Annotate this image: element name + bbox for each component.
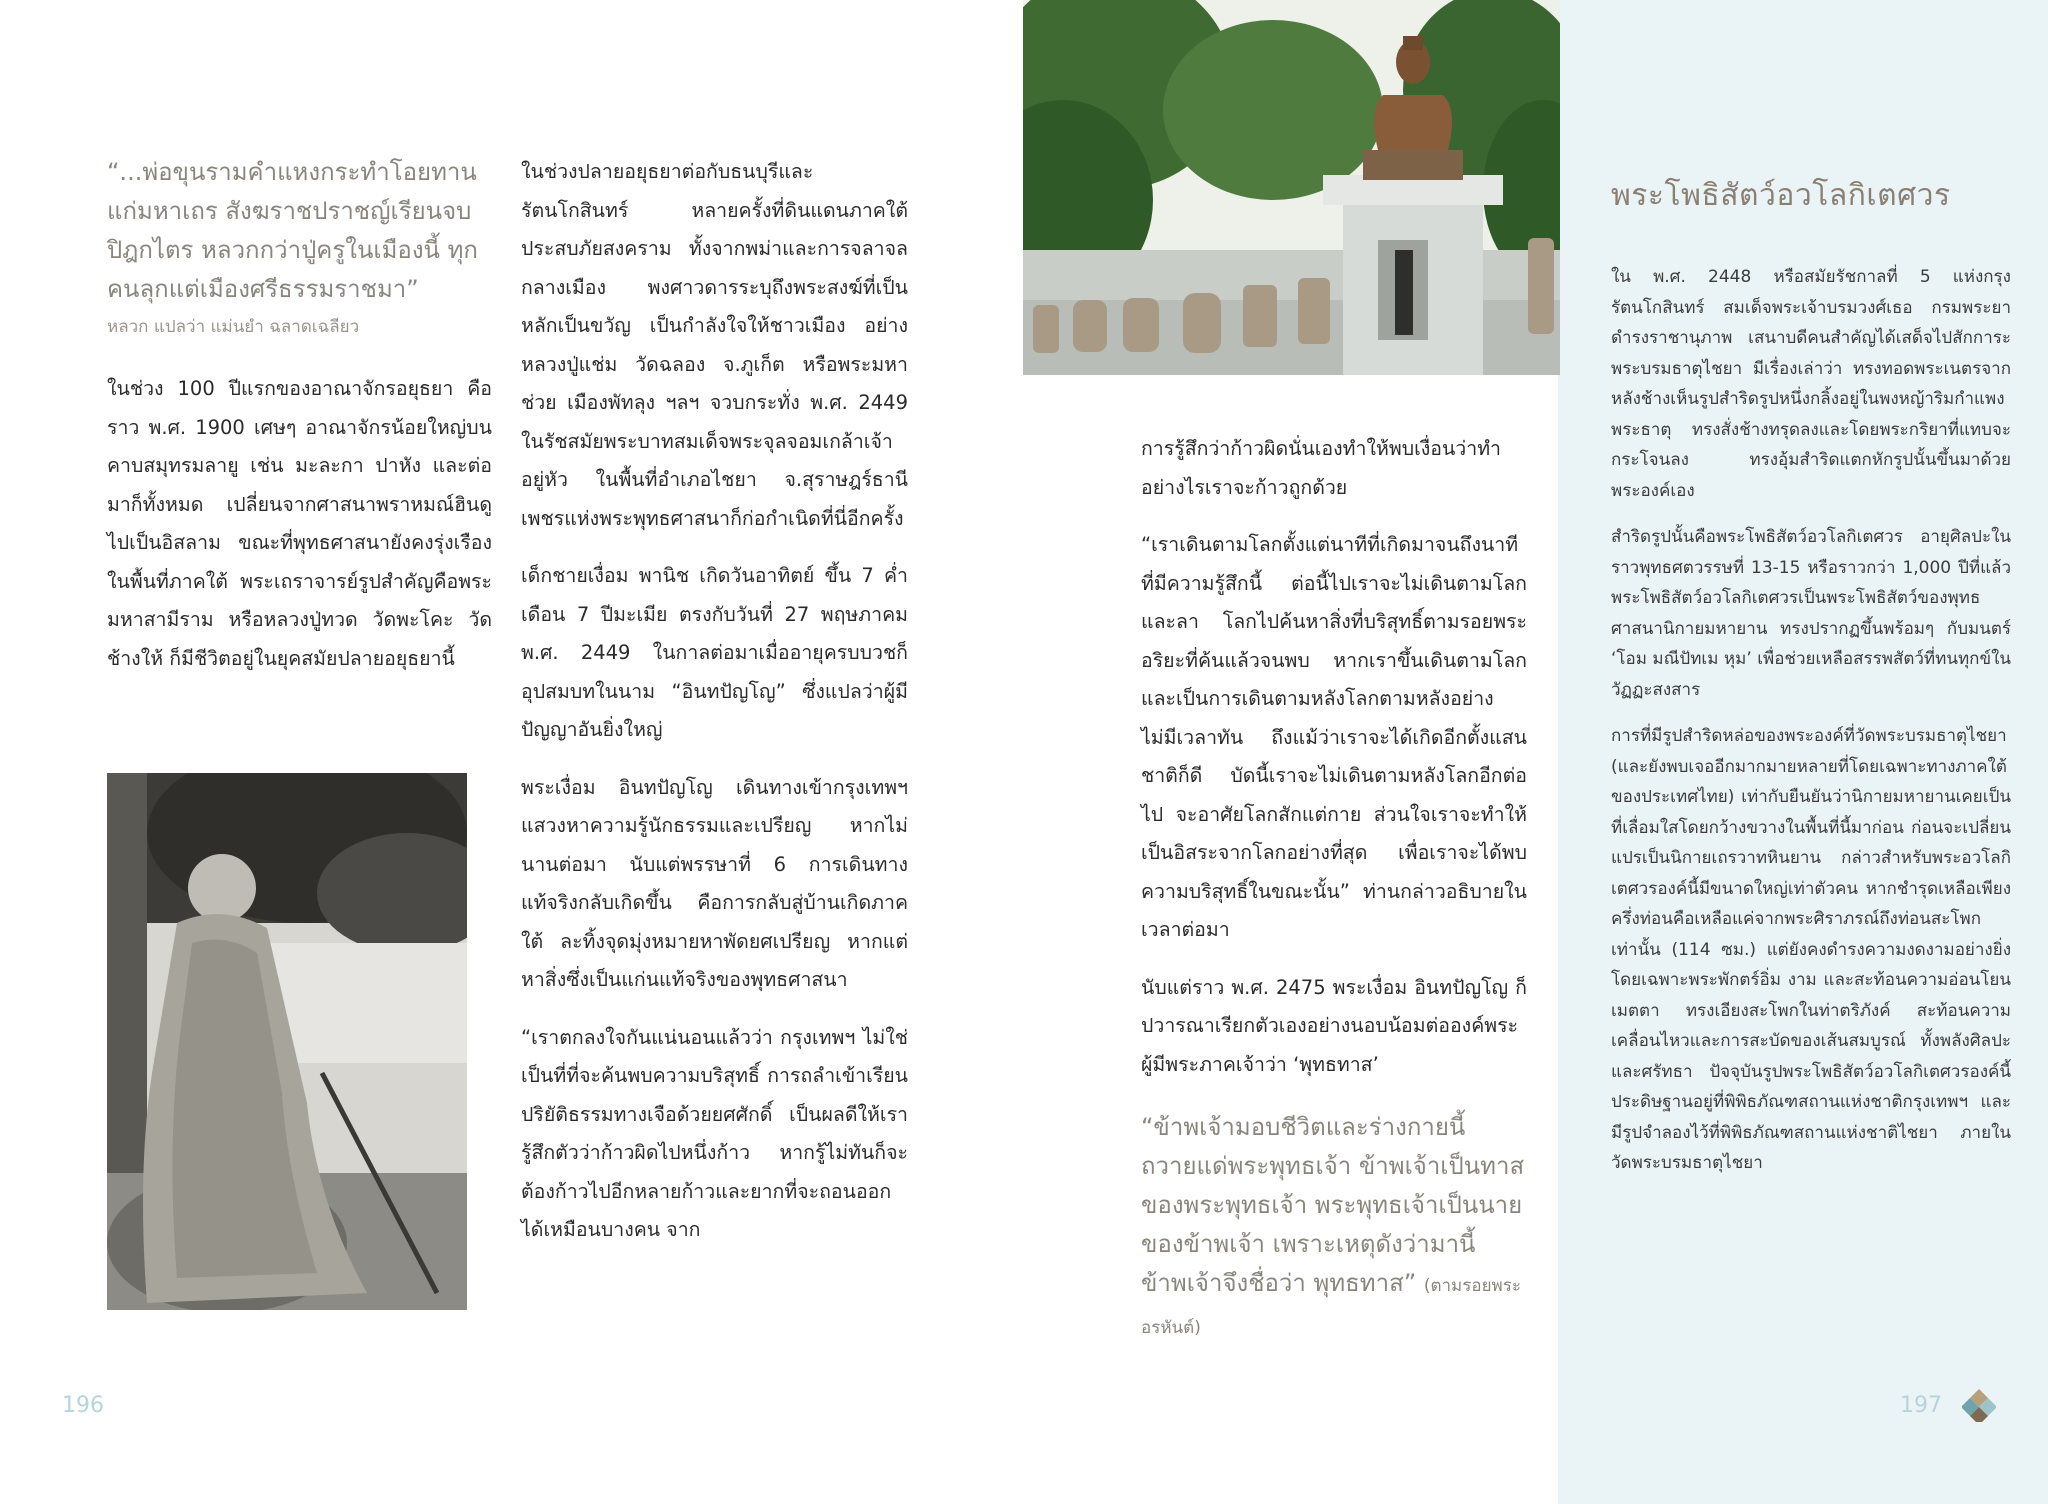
closing-quote	[1141, 1108, 1527, 1348]
quote-credit: หลวก แปลว่า แม่นยำ ฉลาดเฉลียว	[107, 317, 360, 337]
opening-quote: “...พ่อขุนรามคำแหงกระทำโอยทานแก่มหาเถร สังฆราชปราชญ์เรียนจบปิฎกไตร หลวกกว่าปู่ครูในเมืองนี้ ทุกคนลุกแต่เมืองศรีธรรมราชมา”	[107, 158, 478, 303]
column-2-paragraph-3: พระเงื่อม อินทปัญโญ เดินทางเข้ากรุงเทพฯ แสวงหาความรู้นักธรรมและเปรียญ หากไม่นานต่อมา นับแต่พรรษาที่ 6 การเดินทางแท้จริงกลับเกิดขึ้น คือการกลับสู่บ้านเกิดภาคใต้ ละทิ้งจุดมุ่งหมายหาพัดยศเปรียญ หากแต่หาสิ่งซึ่งเป็นแก่นแท้จริงของพุทธศาสนา	[521, 775, 908, 991]
sidebar-paragraph-1: ใน พ.ศ. 2448 หรือสมัยรัชกาลที่ 5 แห่งกรุงรัตนโกสินทร์ สมเด็จพระเจ้าบรมวงศ์เธอ กรมพระยาดำรงราชานุภาพ เสนาบดีคนสำคัญได้เสด็จไปสักการะพระบรมธาตุไชยา มีเรื่องเล่าว่า ทรงทอดพระเนตรจากหลังช้างเห็นรูปสำริดรูปหนึ่งกลิ้งอยู่ในพงหญ้าริมกำแพงพระธาตุ ทรงสั่งช้างทรุดลงและโดยพระกริยาที่แทบจะกระโจนลง ทรงอุ้มสำริดแตกหักรูปนั้นขึ้นมาด้วยพระองค์เอง	[1611, 267, 2011, 501]
column-3-paragraph-2: “เราเดินตามโลกตั้งแต่นาทีที่เกิดมาจนถึงนาทีที่มีความรู้สึกนี้ ต่อนี้ไปเราจะไม่เดินตามโลกและลา โลกไปค้นหาสิ่งที่บริสุทธิ์ตามรอยพระอริยะที่ค้นแล้วจนพบ หากเราขึ้นเดินตามโลกและเป็นการเดินตามหลังโลกตามหลังอย่างไม่มีเวลาทัน ถึงแม้ว่าเราจะได้เกิดอีกตั้งแสนชาติก็ดี บัดนี้เราจะไม่เดินตามหลังโลกอีกต่อไป จะอาศัยโลกสักแต่กาย ส่วนใจเราจะทำให้เป็นอิสระจากโลกอย่างที่สุด เพื่อเราจะได้พบความบริสุทธิ์ในขณะนั้น” ท่านกล่าวอธิบายในเวลาต่อมา	[1141, 533, 1527, 941]
sidebar-paragraph-2: สำริดรูปนั้นคือพระโพธิสัตว์อวโลกิเตศวร อายุศิลปะในราวพุทธศตวรรษที่ 13-15 หรือราวกว่า 1,000 ปีที่แล้ว พระโพธิสัตว์อวโลกิเตศวรเป็นพระโพธิสัตว์ของพุทธศาสนานิกายมหายาน ทรงปรากฏขึ้นพร้อมๆ กับมนตร์ ‘โอม มณีปัทเม หุม’ เพื่อช่วยเหลือสรรพสัตว์ที่ทนทุกข์ในวัฏฏะสงสาร	[1611, 527, 2011, 700]
statue-photo	[1023, 0, 1560, 375]
right-column-3	[1141, 430, 1527, 1348]
page-number-left: 196	[62, 1393, 104, 1418]
sidebar-title: พระโพธิสัตว์อวโลกิเตศวร	[1611, 178, 1951, 213]
sidebar-content	[1611, 172, 2011, 1179]
sidebar-paragraph-3: การที่มีรูปสำริดหล่อของพระองค์ที่วัดพระบรมธาตุไชยา (และยังพบเจออีกมากมายหลายที่โดยเฉพาะทางภาคใต้ของประเทศไทย) เท่ากับยืนยันว่านิกายมหายานเคยเป็นที่เลื่อมใสโดยกว้างขวางในพื้นที่นี้มาก่อน ก่อนจะเปลี่ยนแปรเป็นนิกายเถรวาทหินยาน กล่าวสำหรับพระอวโลกิเตศวรองค์นี้มีขนาดใหญ่เท่าตัวคน หากชำรุดเหลือเพียงครึ่งท่อนคือเหลือแค่จากพระศิราภรณ์ถึงท่อนสะโพกเท่านั้น (114 ซม.) แต่ยังคงดำรงความงดงามอย่างยิ่ง โดยเฉพาะพระพักตร์อิ่ม งาม และสะท้อนความอ่อนโยน เมตตา ทรงเอียงสะโพกในท่าตริภังค์ สะท้อนความเคลื่อนไหวและการสะบัดของเส้นสมบูรณ์ ทั้งพลังศิลปะและศรัทธา ปัจจุบันรูปพระโพธิสัตว์อวโลกิเตศวรองค์นี้ ประดิษฐานอยู่ที่พิพิธภัณฑสถานแห่งชาติกรุงเทพฯ และมีรูปจำลองไว้ที่พิพิธภัณฑสถานแห่งชาติไชยา ภายในวัดพระบรมธาตุไชยา	[1611, 726, 2011, 1173]
column-2-paragraph-4: “เราตกลงใจกันแน่นอนแล้วว่า กรุงเทพฯ ไม่ใช่เป็นที่ที่จะค้นพบความบริสุทธิ์ การถลำเข้าเรียน ปริยัติธรรมทางเจือด้วยยศศักดิ์ เป็นผลดีให้เรารู้สึกตัวว่าก้าวผิดไปหนึ่งก้าว หากรู้ไม่ทันก็จะต้องก้าวไปอีกหลายก้าวและยากที่จะถอนออกได้เหมือนบางคน จาก	[521, 1025, 908, 1241]
column-3-paragraph-1: การรู้สึกว่าก้าวผิดนั่นเองทำให้พบเงื่อนว่าทำอย่างไรเราจะก้าวถูกด้วย	[1141, 437, 1502, 499]
left-column-1	[107, 153, 492, 678]
column-2-paragraph-2: เด็กชายเงื่อม พานิช เกิดวันอาทิตย์ ขึ้น 7 ค่ำ เดือน 7 ปีมะเมีย ตรงกับวันที่ 27 พฤษภาคม พ.ศ. 2449 ในกาลต่อมาเมื่ออายุครบบวชก็อุปสมบทในนาม “อินทปัญโญ” ซึ่งแปลว่าผู้มีปัญญาอันยิ่งใหญ่	[521, 564, 908, 741]
monk-photo	[107, 773, 467, 1310]
column-1-paragraph: ในช่วง 100 ปีแรกของอาณาจักรอยุธยา คือราว พ.ศ. 1900 เศษๆ อาณาจักรน้อยใหญ่บนคาบสมุทรมลายู เช่น มะละกา ปาหัง และต่อมาก็ทั้งหมด เปลี่ยนจากศาสนาพราหมณ์ฮินดูไปเป็นอิสลาม ขณะที่พุทธศาสนายังคงรุ่งเรืองในพื้นที่ภาคใต้ พระเถราจารย์รูปสำคัญคือพระมหาสามีราม หรือหลวงปู่ทวด วัดพะโคะ วัดช้างให้ ก็มีชีวิตอยู่ในยุคสมัยปลายอยุธยานี้	[107, 377, 492, 670]
column-2-paragraph-1: ในช่วงปลายอยุธยาต่อกับธนบุรีและรัตนโกสินทร์ หลายครั้งที่ดินแดนภาคใต้ประสบภัยสงคราม ทั้งจากพม่าและการจลาจลกลางเมือง พงศาวดารระบุถึงพระสงฆ์ที่เป็นหลักเป็นขวัญ เป็นกำลังใจให้ชาวเมือง อย่างหลวงปู่แช่ม วัดฉลอง จ.ภูเก็ต หรือพระมหาช่วย เมืองพัทลุง ฯลฯ จวบกระทั่ง พ.ศ. 2449 ในรัชสมัยพระบาทสมเด็จพระจุลจอมเกล้าเจ้าอยู่หัว ในพื้นที่อำเภอไชยา จ.สุราษฎร์ธานี เพชรแห่งพระพุทธศาสนาก็ก่อกำเนิดที่นี่อีกครั้ง	[521, 160, 908, 530]
closing-quote-credit: (ตามรอยพระอรหันต์)	[1141, 1276, 1522, 1338]
closing-quote-text: “ข้าพเจ้ามอบชีวิตและร่างกายนี้ ถวายแด่พระพุทธเจ้า ข้าพเจ้าเป็นทาสของพระพุทธเจ้า พระพุทธเจ้าเป็นนายของข้าพเจ้า เพราะเหตุดังว่ามานี้ ข้าพเจ้าจึงชื่อว่า พุทธทาส”	[1141, 1113, 1525, 1297]
page-number-right: 197	[1900, 1393, 1942, 1418]
left-column-2	[521, 153, 908, 1250]
column-3-paragraph-3: นับแต่ราว พ.ศ. 2475 พระเงื่อม อินทปัญโญ ก็ปวารณาเรียกตัวเองอย่างนอบน้อมต่อองค์พระผู้มีพระภาคเจ้าว่า ‘พุทธทาส’	[1141, 975, 1527, 1076]
diamond-ornament-icon	[1962, 1388, 1996, 1422]
